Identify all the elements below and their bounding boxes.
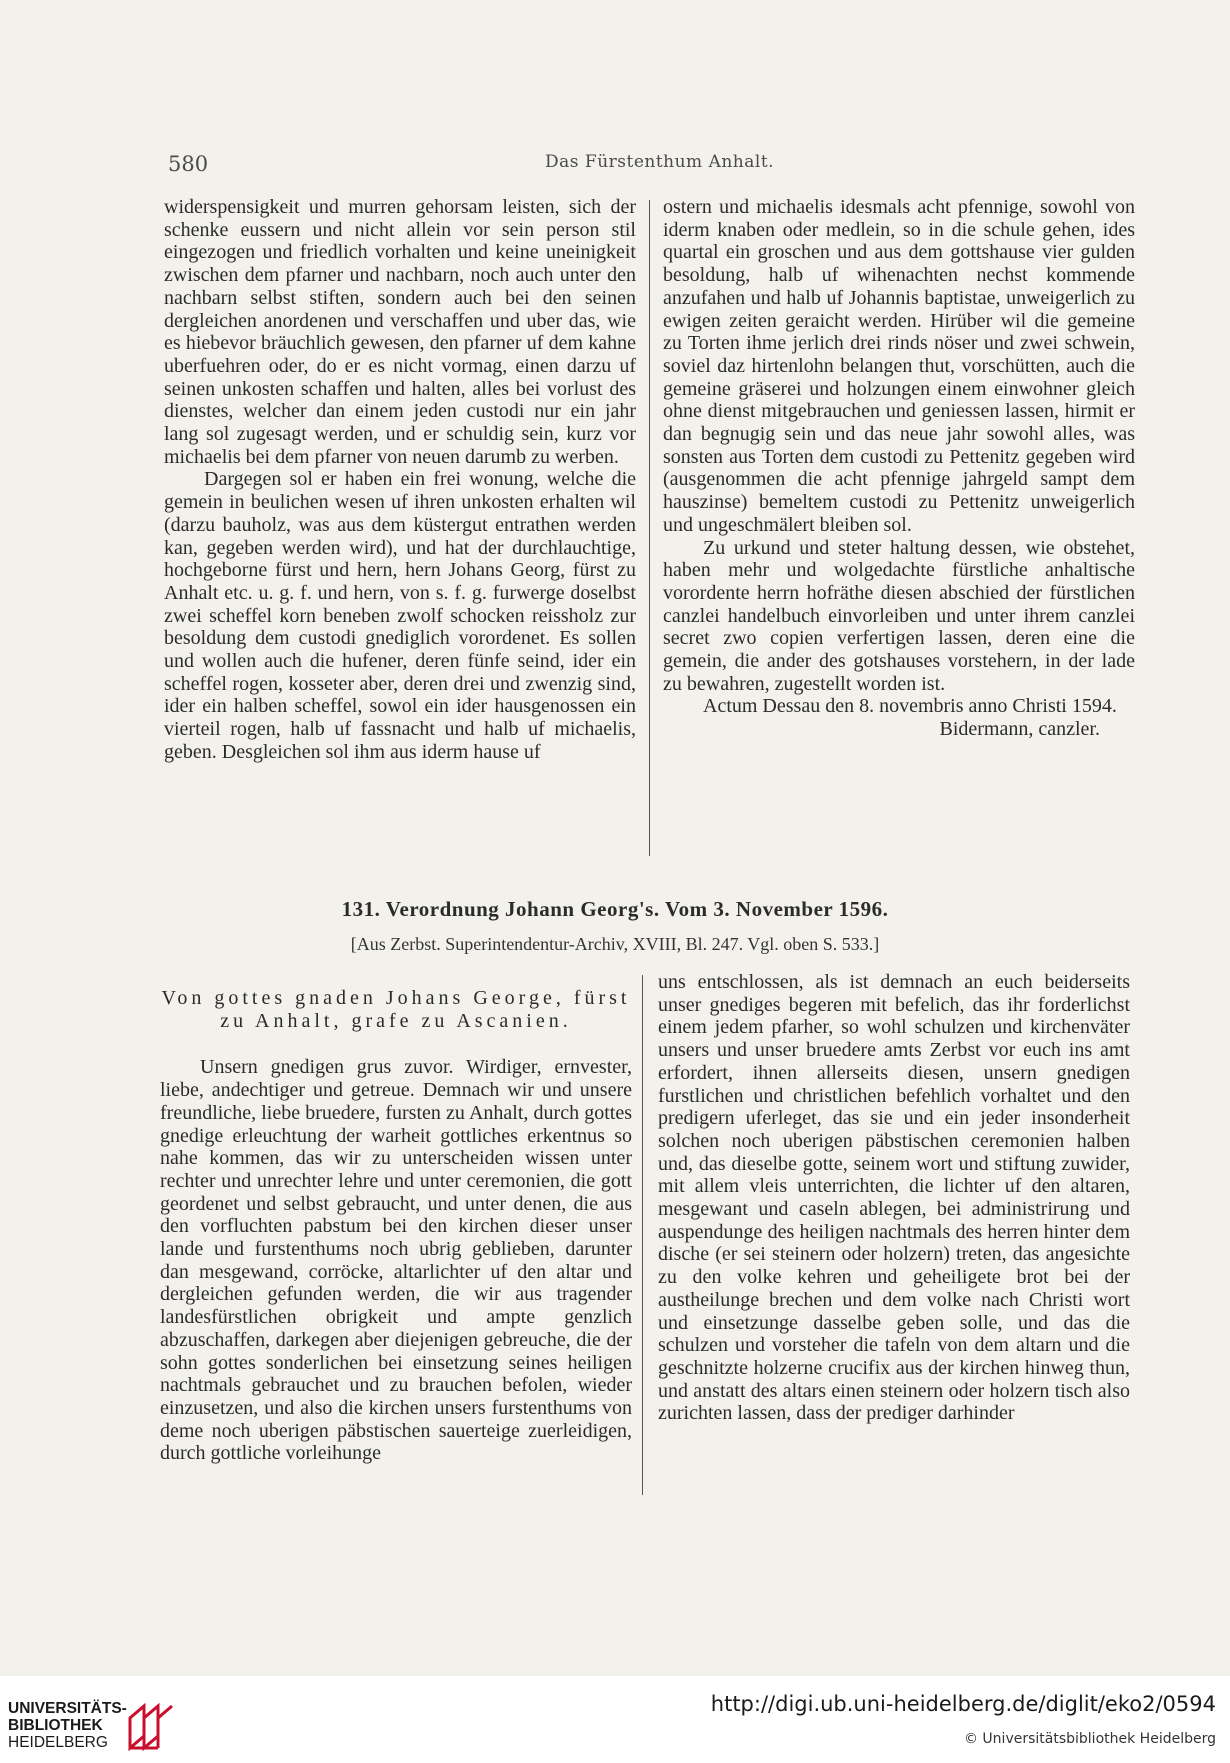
column-divider <box>642 975 643 1495</box>
paragraph: Actum Dessau den 8. novembris anno Christi 1594. <box>703 695 1117 718</box>
bottom-left-column <box>160 987 632 1465</box>
copyright-notice: © Universitätsbibliothek Heidelberg <box>963 1731 1216 1747</box>
logo-text: HEIDELBERG <box>8 1734 108 1751</box>
signature-line: Bidermann, canzler. <box>939 718 1100 741</box>
library-logo[interactable] <box>8 1700 208 1752</box>
paragraph: uns entschlossen, als ist demnach an euch beiderseits unser gnediges begeren mit befelich, das ihr forderlichst einem jedem pfarher, so wohl schulzen und kirchenväter unsers und unser bruedere amts Zerbst vor euch ins amt erfordert, ihnen allerseits diesen, unsern gnedigen furstlichen und christlichen befehlich vorhaltet und den predigern uferleget, das sie und ein jeder insonderheit solchen noch uberigen päbstischen ceremonien halben und, das dieselbe gotte, seinem wort und stiftung zuwider, mit allem vleis unterrichten, die lichter uf den altaren, mesgewant und caseln ablegen, bei administrirung und auspendunge des heiligen nachtmals des herren hinter dem dische (er sei steinern oder holzern) treten, das angesichte zu den volke kehren und geheiligete brot bei der austheilunge brechen und dem volke nach Christi wort und einsetzunge dasselbe geben solle, und das die schulzen und vorsteher die tafeln von dem altarn und die geschnitzte holzerne crucifix aus der kirchen hinweg thun, und anstatt des altars einen steinern oder holzern tisch also zurichten lassen, dass der prediger darhinder <box>658 971 1130 1425</box>
footer-bar <box>0 1676 1230 1763</box>
document-heading: 131. Verordnung Johann Georg's. Vom 3. November 1596. <box>341 897 889 921</box>
page-number: 580 <box>168 152 209 176</box>
column-divider <box>649 200 650 856</box>
paragraph: Unsern gnedigen grus zuvor. Wirdiger, ernvester, liebe, andechtiger und getreue. Demnach wir und unsere freundliche, liebe bruedere, fursten zu Anhalt, durch gottes gnedige erleuchtung der warheit gottliches erkentnus so nahe kommen, das wir zu unterscheiden wissen unter rechter und unrechter lehre und unter ceremonien, die gott geordenet und selbst gebraucht, und unter denen, die aus den vorfluchten pabstum bei den kirchen dieser unser lande und furstenthums noch ubrig geblieben, darunter dan mesgewand, corröcke, altarlichter uf den altar und dergleichen gefunden werden, die wir aus tragender landesfürstlichen obrigkeit und ampte genzlich abzuschaffen, darkegen aber diejenigen gebreuche, die der sohn gottes sonderlichen bei einsetzung seines heiligen nachtmals gebrauchet und zu brauchen befolen, wieder einzusetzen, und also die kirchen unsers furstenthums von deme noch uberigen päbstischen sauerteige zuerleidigen, durch gottliche vorleihunge <box>160 1056 632 1465</box>
logo-text: BIBLIOTHEK <box>8 1717 103 1734</box>
paragraph: Dargegen sol er haben ein frei wonung, welche die gemein in beulichen wesen uf ihren unkosten erhalten wil (darzu bauholz, was aus dem küstergut entrathen werden kan, gegeben werden wird), und hat der durchlauchtige, hochgeborne fürst und hern, hern Johans Georg, fürst zu Anhalt etc. u. g. f. und hern, von s. f. g. furwerge doselbst zwei scheffel korn beneben zwolf schocken reissholz zur besoldung dem custodi gnediglich vorordenet. Es sollen und wollen auch die hufener, deren fünfe seind, ider ein scheffel rogen, kosseter aber, deren drei und zwenzig sind, ider ein halben scheffel, sowol ein ider hausgenossen ein vierteil rogen, halb uf fassnacht und halb uf michaelis, geben. Desgleichen sol ihm aus iderm hause uf <box>164 468 636 763</box>
library-emblem-icon <box>124 1702 176 1754</box>
logo-text: UNIVERSITÄTS- <box>8 1700 127 1717</box>
paragraph: ostern und michaelis idesmals acht pfennige, sowohl von iderm knaben oder medlein, so in die schule gehen, ides quartal ein groschen und aus dem gottshause vier gulden besoldung, halb uf wihenachten nechst kommende anzufahen und halb uf Johannis baptistae, unweigerlich zu ewigen zeiten geraicht werden. Hirüber wil die gemeine zu Torten ihme jerlich drei rinds nöser und zwei schwein, soviel daz hirtenlohn belangen thut, vorschütten, auch die gemeine gräserei und holzungen einem einwohner gleich ohne dienst mitgebrauchen und geniessen lassen, hirmit er dan begnugig sein und das neue jahr sowohl alles, was sonsten aus Torten dem custodi zu Pettenitz gegeben wird (ausgenommen die acht pfennige jahrgeld sampt dem hauszinse) bemeltem custodi zu Pettenitz unweigerlich und ungeschmälert bleiben sol. <box>663 196 1135 536</box>
top-left-column <box>164 196 636 764</box>
permalink-url[interactable]: http://digi.ub.uni-heidelberg.de/diglit/eko2/0594 <box>710 1692 1216 1716</box>
running-title: Das Fürstenthum Anhalt. <box>545 152 775 172</box>
document-source: [Aus Zerbst. Superintendentur-Archiv, XVIII, Bl. 247. Vgl. oben S. 533.] <box>350 934 880 954</box>
paragraph: widerspensigkeit und murren gehorsam leisten, sich der schenke eussern und nicht allein vor sein person stil eingezogen und friedlich vorhalten und keine uneinigkeit zwischen dem pfarner und nachbarn, noch auch unter den nachbarn selbst stiften, sondern auch bei den seinen dergleichen anordenen und verschaffen und uber das, wie es hiebevor bräuchlich gewesen, den pfarner uf dem kahne uberfuehren oder, do er es nicht vormag, einen darzu uf seinen unkosten schaffen und halten, alles bei vorlust des dienstes, welcher dan einem jeden custodi nur ein jahr lang sol zugesagt werden, und er schuldig sein, kurz vor michaelis bei dem pfarner von neuen darumb zu werben. <box>164 196 636 468</box>
top-right-column <box>663 196 1135 741</box>
paragraph: Zu urkund und steter haltung dessen, wie obstehet, haben mehr und wolgedachte fürstliche anhaltische vorordente herrn hofräthe diesen abschied der fürstlichen canzlei handelbuch einvorleiben und unter ihrem canzlei secret zwo copien verfertigen lassen, deren eine die gemein, die ander des gotshauses vorstehern, in der lade zu bewahren, zugestellt worden ist. <box>663 536 1135 695</box>
opening-formula: Von gottes gnaden Johans George, fürst zu Anhalt, grafe zu Ascanien. <box>161 987 631 1032</box>
bottom-right-column <box>658 971 1130 1425</box>
